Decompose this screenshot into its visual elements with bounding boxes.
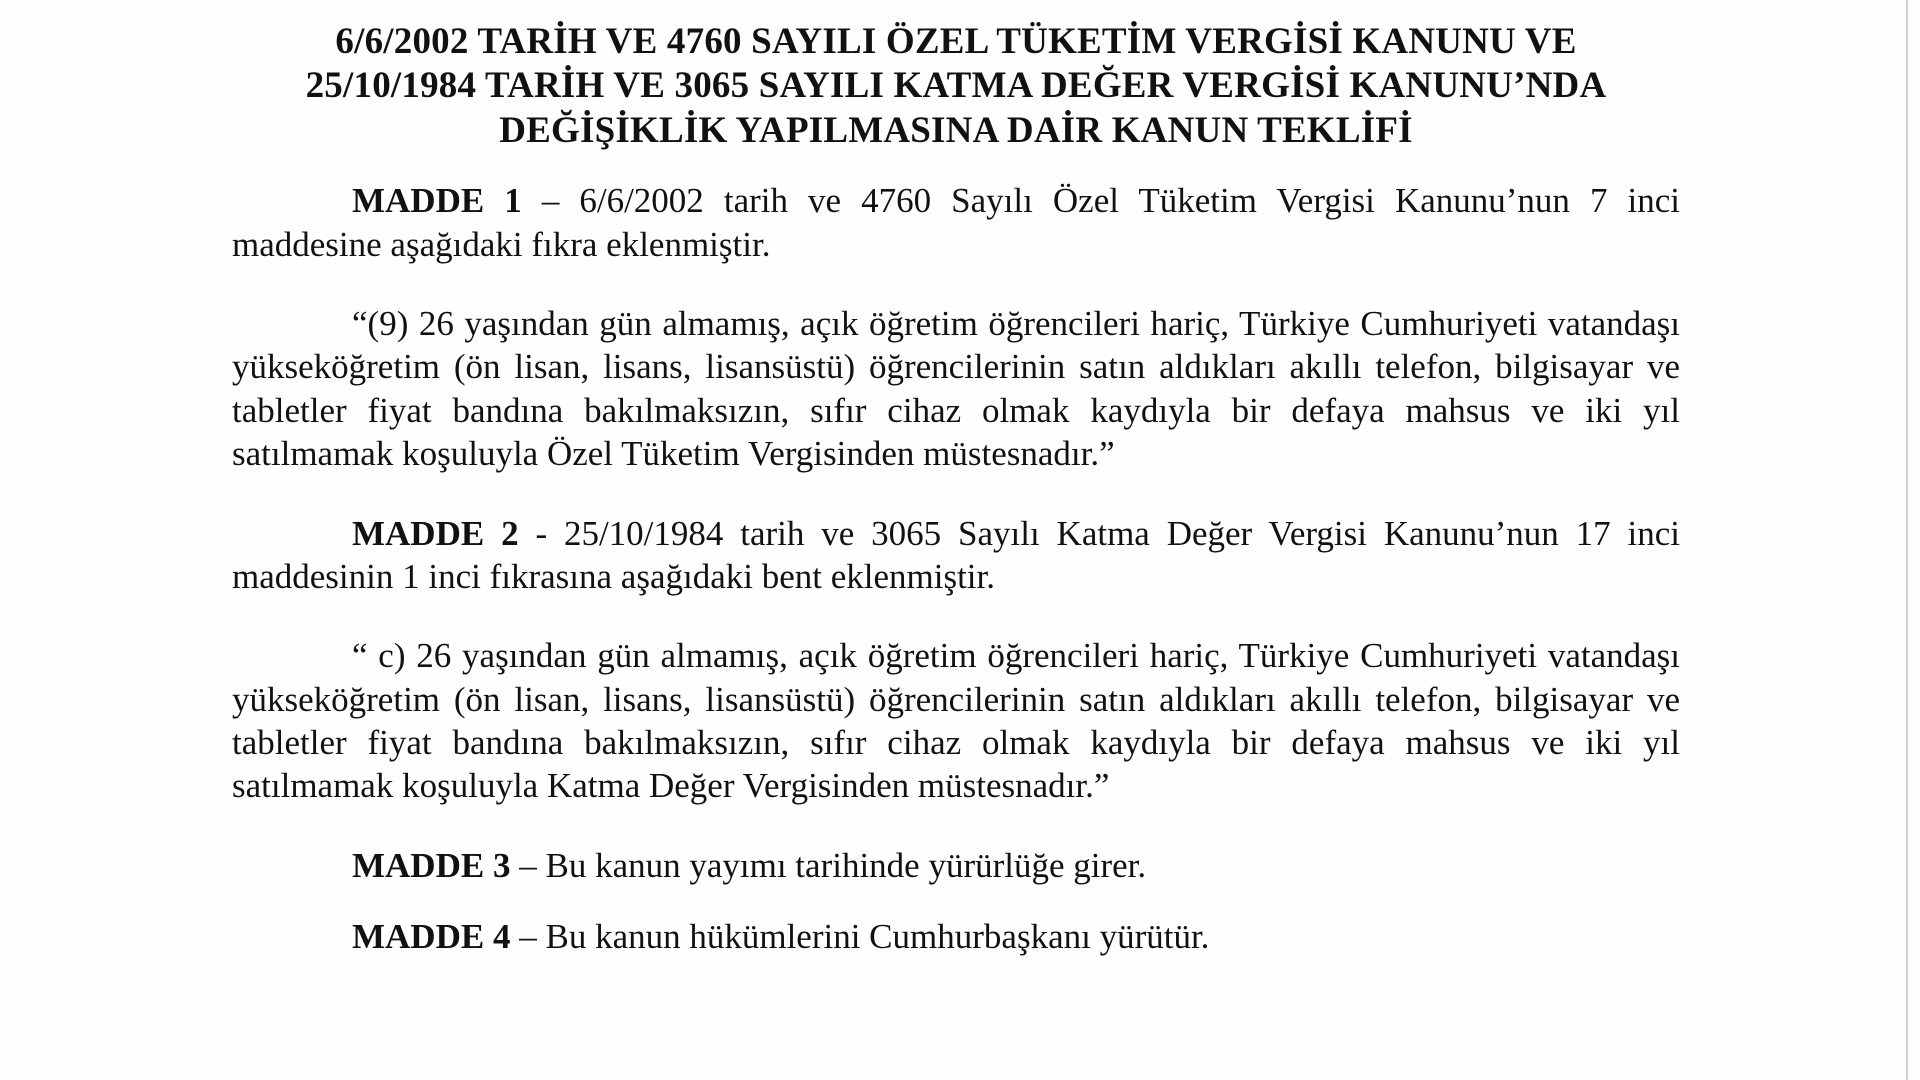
- article-4-label: MADDE 4: [352, 917, 511, 957]
- article-1-quote-text: “(9) 26 yaşından gün almamış, açık öğretim öğrencileri hariç, Türkiye Cumhuriyeti vatandaşı yükseköğretim (ön lisan, lisans, lisansüstü) öğrencilerinin satın aldıkları akıllı telefon, bilgisayar ve tabletler fiyat bandına bakılmaksızın, sıfır cihaz olmak kaydıyla bir defaya mahsus ve iki yıl satılmamak koşuluyla Özel Tüketim Vergisinden müstesnadır.”: [232, 303, 1680, 474]
- law-proposal-document: [232, 20, 1680, 987]
- article-2-label: MADDE 2: [352, 513, 519, 553]
- article-4-text: – Bu kanun hükümlerini Cumhurbaşkanı yürütür.: [510, 917, 1210, 957]
- article-2-text: - 25/10/1984 tarih ve 3065 Sayılı Katma Değer Vergisi Kanunu’nun 17 inci maddesinin 1 inci fıkrasına aşağıdaki bent eklenmiştir.: [232, 513, 1680, 596]
- article-2-quote-text: “ c) 26 yaşından gün almamış, açık öğretim öğrencileri hariç, Türkiye Cumhuriyeti vatandaşı yükseköğretim (ön lisan, lisans, lisansüstü) öğrencilerinin satın aldıkları akıllı telefon, bilgisayar ve tabletler fiyat bandına bakılmaksızın, sıfır cihaz olmak kaydıyla bir defaya mahsus ve iki yıl satılmamak koşuluyla Katma Değer Vergisinden müstesnadır.”: [232, 636, 1680, 806]
- article-2: [232, 512, 1680, 599]
- article-1: [232, 179, 1680, 266]
- page-edge-line: [1906, 0, 1908, 1080]
- article-1-label: MADDE 1: [352, 181, 522, 221]
- document-title: [232, 20, 1680, 153]
- article-3-text: – Bu kanun yayımı tarihinde yürürlüğe girer.: [510, 845, 1147, 885]
- article-3-label: MADDE 3: [352, 845, 511, 885]
- title-line-3: DEĞİŞİKLİK YAPILMASINA DAİR KANUN TEKLİFİ: [499, 109, 1413, 151]
- article-1-quoted-paragraph: [232, 302, 1680, 476]
- article-2-quoted-clause: [232, 634, 1680, 808]
- title-line-1: 6/6/2002 TARİH VE 4760 SAYILI ÖZEL TÜKETİM VERGİSİ KANUNU VE: [335, 21, 1577, 62]
- article-3: [232, 844, 1680, 887]
- article-4: [232, 915, 1680, 958]
- article-1-text: – 6/6/2002 tarih ve 4760 Sayılı Özel Tüketim Vergisi Kanunu’nun 7 inci maddesine aşağıdaki fıkra eklenmiştir.: [232, 181, 1680, 264]
- title-line-2: 25/10/1984 TARİH VE 3065 SAYILI KATMA DEĞER VERGİSİ KANUNU’NDA: [305, 65, 1607, 107]
